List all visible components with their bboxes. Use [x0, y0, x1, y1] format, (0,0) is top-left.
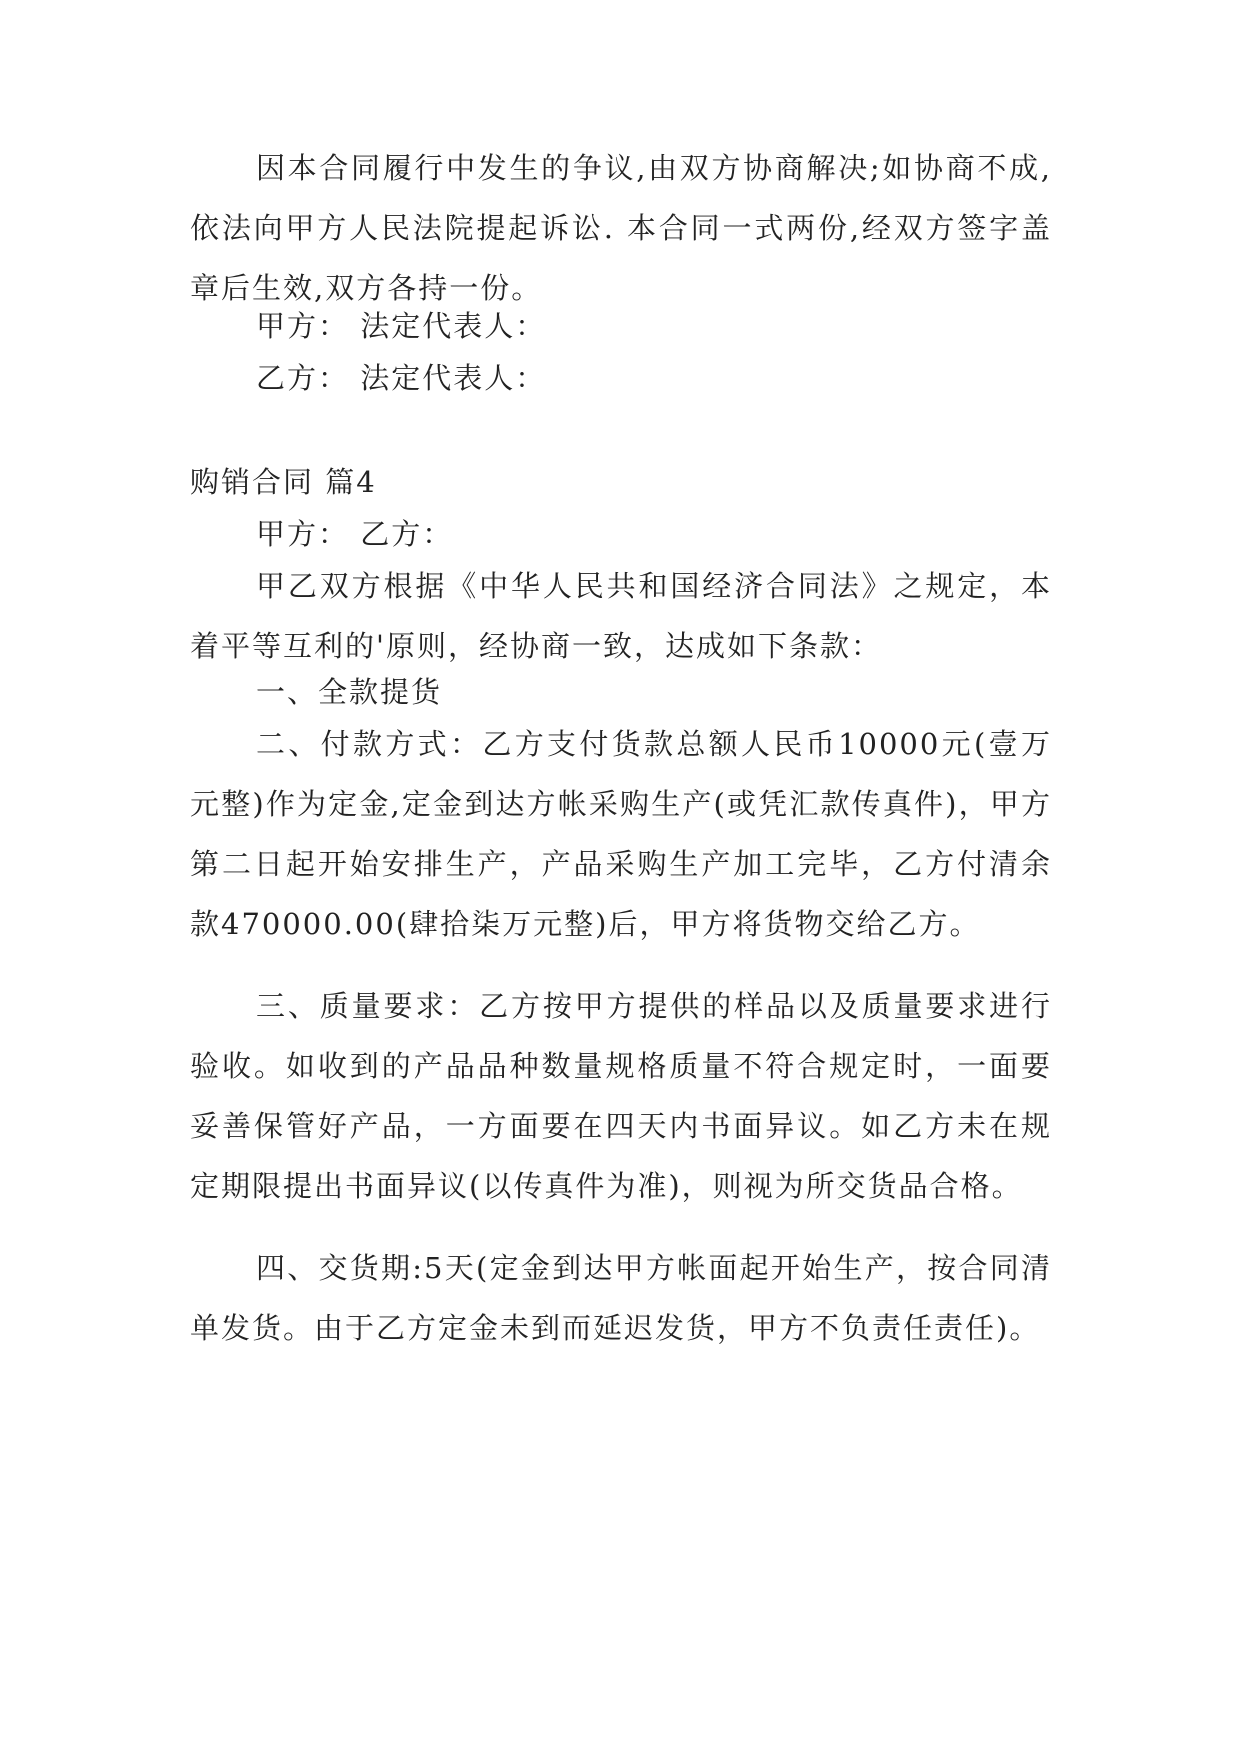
intro-paragraph: 甲乙双方根据《中华人民共和国经济合同法》之规定，本着平等互利的'原则，经协商一致，达成如下条款：	[190, 569, 1052, 663]
clause-3-quality: 三、质量要求：乙方按甲方提供的样品以及质量要求进行验收。如收到的产品品种数量规格质量不符合规定时，一面要妥善保管好产品，一方面要在四天内书面异议。如乙方未在规定期限提出书面异议(以传真件为准)，则视为所交货品合格。	[190, 989, 1052, 1203]
clause-4-delivery: 四、交货期:5天(定金到达甲方帐面起开始生产，按合同清单发货。由于乙方定金未到而延迟发货，甲方不负责任责任)。	[190, 1251, 1052, 1345]
party-a-signature-line: 甲方： 法定代表人：	[256, 309, 547, 343]
parties-line: 甲方： 乙方：	[256, 517, 454, 551]
party-b-signature-line: 乙方： 法定代表人：	[256, 361, 547, 395]
clause-1: 一、全款提货	[256, 675, 443, 709]
section-title: 购销合同 篇4	[190, 465, 377, 499]
dispute-paragraph: 因本合同履行中发生的争议,由双方协商解决;如协商不成,依法向甲方人民法院提起诉讼. 本合同一式两份,经双方签字盖章后生效,双方各持一份。	[190, 151, 1052, 305]
clause-2-payment: 二、付款方式：乙方支付货款总额人民币10000元(壹万元整)作为定金,定金到达方帐采购生产(或凭汇款传真件)，甲方第二日起开始安排生产，产品采购生产加工完毕，乙方付清余款470000.00(肆拾柒万元整)后，甲方将货物交给乙方。	[190, 727, 1052, 941]
